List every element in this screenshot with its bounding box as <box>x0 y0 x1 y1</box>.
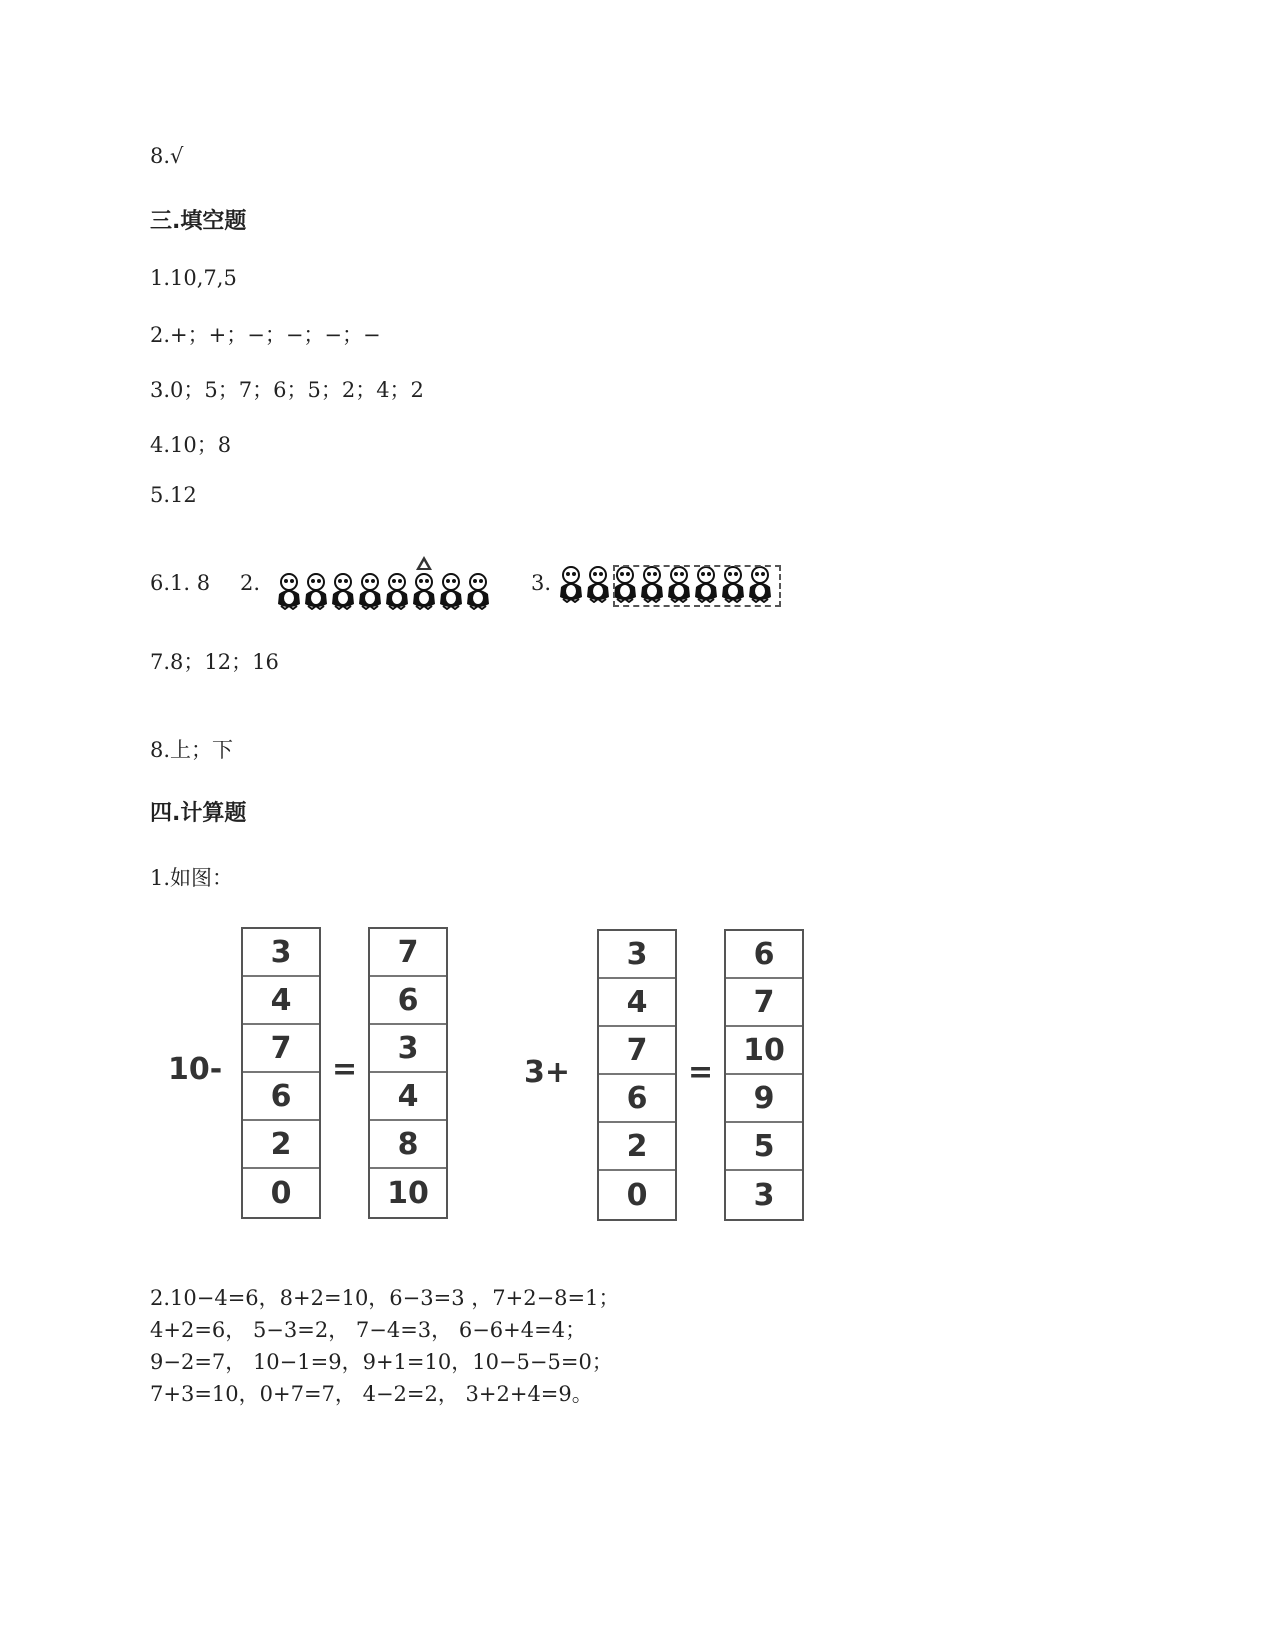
right-column-1-cell: 7 <box>599 1027 675 1075</box>
left-column-1-cell: 6 <box>243 1073 319 1121</box>
left-column-2-cell: 7 <box>370 929 446 977</box>
right-column-1-cell: 3 <box>599 931 675 979</box>
left-operator: 10- <box>168 1052 223 1087</box>
penguin-icon <box>330 572 356 610</box>
right-operator: 3+ <box>524 1055 571 1090</box>
right-column-2-cell: 9 <box>726 1075 802 1123</box>
left-equals-sign: = <box>332 1052 358 1087</box>
left-column-2-cell: 4 <box>370 1073 446 1121</box>
calc-answer-2-block <box>150 1282 620 1410</box>
penguin-row-part2 <box>276 572 491 610</box>
right-column-2 <box>724 929 804 1221</box>
left-column-2-cell: 10 <box>387 1175 429 1211</box>
penguin-icon <box>276 572 302 610</box>
penguin-icon <box>384 572 410 610</box>
fill-answer-7: 7.8；12；16 <box>150 650 279 674</box>
penguin-icon <box>303 572 329 610</box>
right-column-1-cell: 6 <box>599 1075 675 1123</box>
fill-answer-6-part2-label: 2. <box>240 571 261 595</box>
calc-line-1: 2.10−4=6，8+2=10，6−3=3 ，7+2−8=1； <box>150 1286 620 1310</box>
left-column-1-cell: 2 <box>243 1121 319 1169</box>
left-column-2 <box>368 927 448 1219</box>
calc-line-3: 9−2=7， 10−1=9，9+1=10，10−5−5=0； <box>150 1350 613 1374</box>
left-column-2-cell: 6 <box>370 977 446 1025</box>
fill-answer-4: 4.10；8 <box>150 433 232 457</box>
left-column-1-cell: 7 <box>243 1025 319 1073</box>
fill-answer-2: 2.+；+；−；−；−；− <box>150 323 381 347</box>
penguin-icon <box>558 565 584 603</box>
left-column-2-cell: 8 <box>370 1121 446 1169</box>
left-column-1-cell: 3 <box>243 929 319 977</box>
fill-answer-6-part3-label: 3. <box>531 571 552 595</box>
penguin-icon <box>585 565 611 603</box>
right-column-2-cell: 3 <box>753 1177 775 1213</box>
right-column-1-cell: 4 <box>599 979 675 1027</box>
right-column-2-cell: 6 <box>726 931 802 979</box>
right-column-1-cell: 0 <box>626 1177 648 1213</box>
left-column-1 <box>241 927 321 1219</box>
right-column-2-cell: 10 <box>726 1027 802 1075</box>
answer-8-check: 8.√ <box>150 144 184 168</box>
left-column-1-cell: 4 <box>243 977 319 1025</box>
calc-answer-1: 1.如图： <box>150 866 234 890</box>
right-equals-sign: = <box>688 1055 714 1090</box>
penguin-icon <box>411 572 437 610</box>
right-column-1-cell: 2 <box>599 1123 675 1171</box>
calc-line-2: 4+2=6， 5−3=2， 7−4=3， 6−6+4=4； <box>150 1318 587 1342</box>
left-column-1-cell: 0 <box>270 1175 292 1211</box>
dashed-selection-box <box>613 565 781 607</box>
section-fill-blank-title: 三.填空题 <box>150 209 247 234</box>
penguin-icon <box>438 572 464 610</box>
section-calculation-title: 四.计算题 <box>150 801 247 826</box>
fill-answer-8: 8.上；下 <box>150 738 234 762</box>
penguin-icon <box>465 572 491 610</box>
right-column-2-cell: 7 <box>726 979 802 1027</box>
fill-answer-1: 1.10,7,5 <box>150 266 237 290</box>
penguin-icon <box>357 572 383 610</box>
fill-answer-6-prefix: 6.1. 8 <box>150 571 211 595</box>
left-column-2-cell: 3 <box>370 1025 446 1073</box>
right-column-1 <box>597 929 677 1221</box>
fill-answer-5: 5.12 <box>150 483 197 507</box>
right-column-2-cell: 5 <box>726 1123 802 1171</box>
calc-line-4: 7+3=10，0+7=7， 4−2=2， 3+2+4=9。 <box>150 1382 593 1406</box>
fill-answer-3: 3.0；5；7；6；5；2；4；2 <box>150 378 424 402</box>
